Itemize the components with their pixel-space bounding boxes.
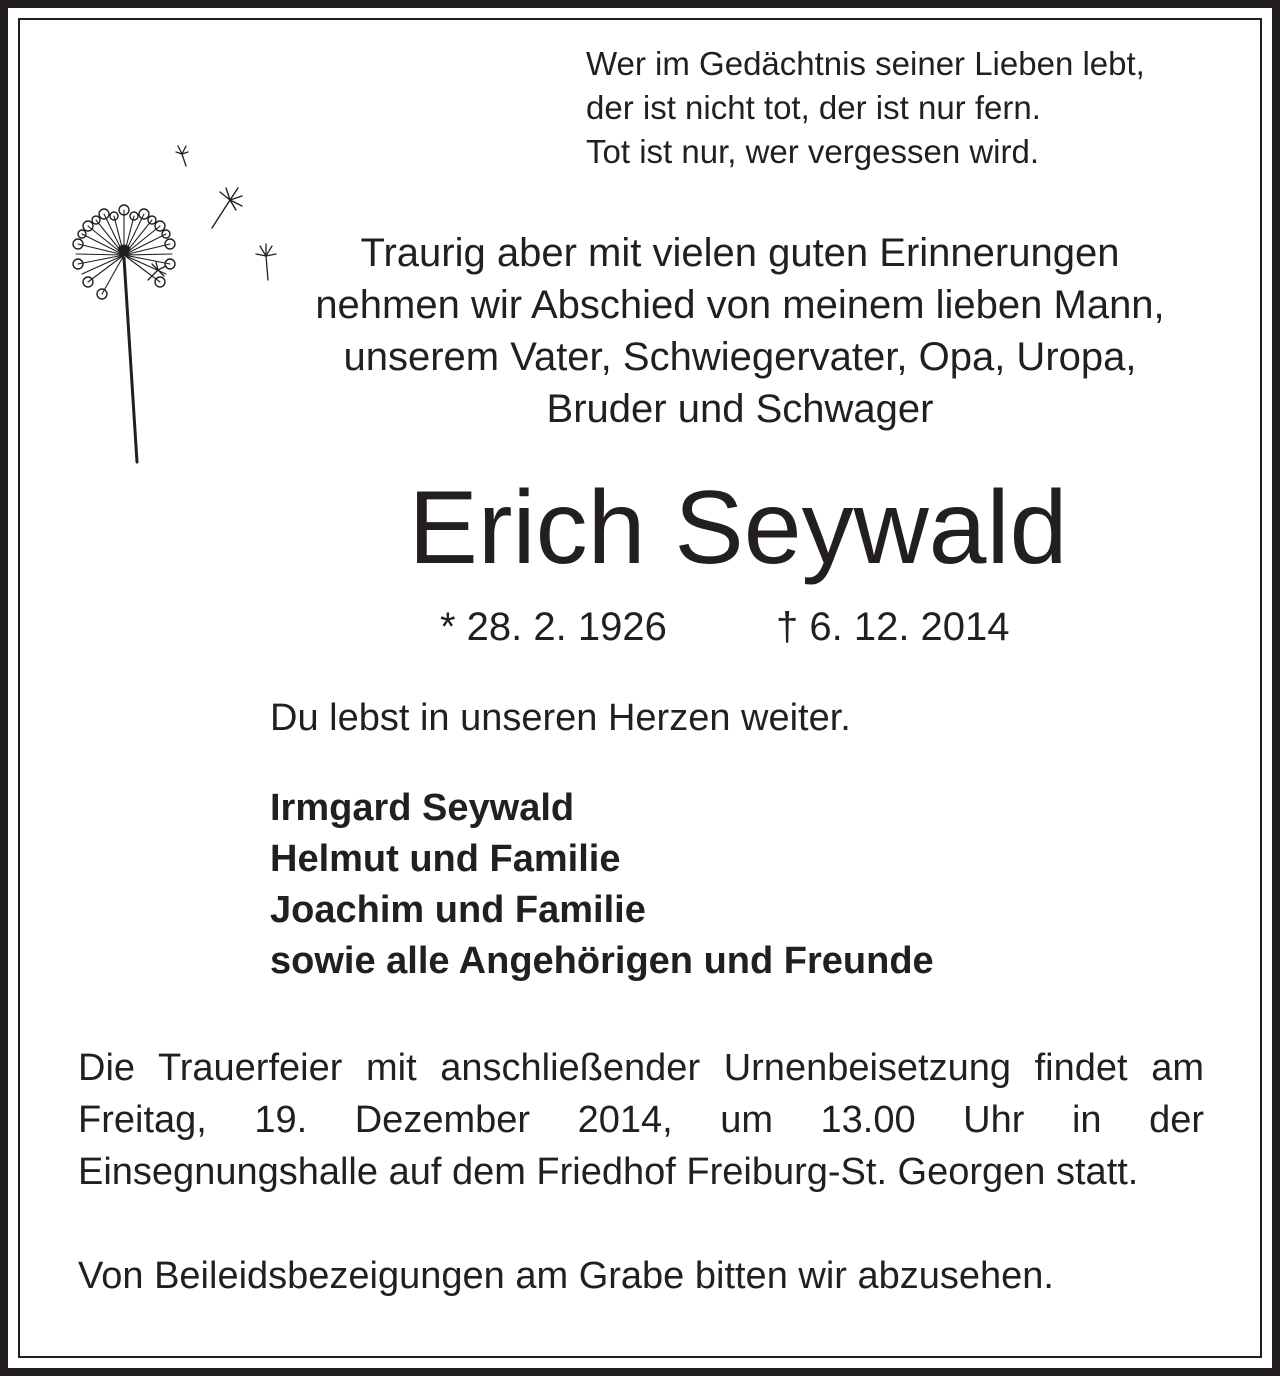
mourner-line-2: Helmut und Familie — [270, 838, 621, 880]
mourners-list — [270, 783, 934, 987]
quote-line-3: Tot ist nur, wer vergessen wird. — [586, 133, 1040, 170]
intro-line-4: Bruder und Schwager — [546, 387, 934, 431]
death-date: † 6. 12. 2014 — [776, 605, 1010, 649]
deceased-name: Erich Seywald — [408, 470, 1068, 586]
intro-line-1: Traurig aber mit vielen guten Erinnerungen — [360, 231, 1120, 275]
mourner-line-3: Joachim und Familie — [270, 889, 646, 931]
intro-line-3: unserem Vater, Schwiegervater, Opa, Uropa, — [343, 335, 1137, 379]
mourner-line-4: sowie alle Angehörigen und Freunde — [270, 940, 934, 982]
condolence-note: Von Beileidsbezeigungen am Grabe bitten wir abzusehen. — [78, 1255, 1054, 1297]
funeral-details: Die Trauerfeier mit anschließender Urnenbeisetzung findet am Freitag, 19. Dezember 2014, um 13.00 Uhr in der Einsegnungshalle auf dem Friedhof Freiburg-St. Georgen statt. — [78, 1047, 1204, 1193]
memorial-motto: Du lebst in unseren Herzen weiter. — [270, 697, 851, 739]
memorial-quote — [586, 42, 1246, 174]
quote-line-1: Wer im Gedächtnis seiner Lieben lebt, — [586, 45, 1145, 82]
intro-line-2: nehmen wir Abschied von meinem lieben Mann, — [315, 283, 1165, 327]
mourner-line-1: Irmgard Seywald — [270, 787, 575, 829]
birth-date: * 28. 2. 1926 — [440, 605, 667, 649]
quote-line-2: der ist nicht tot, der ist nur fern. — [586, 89, 1041, 126]
farewell-intro — [240, 227, 1240, 435]
